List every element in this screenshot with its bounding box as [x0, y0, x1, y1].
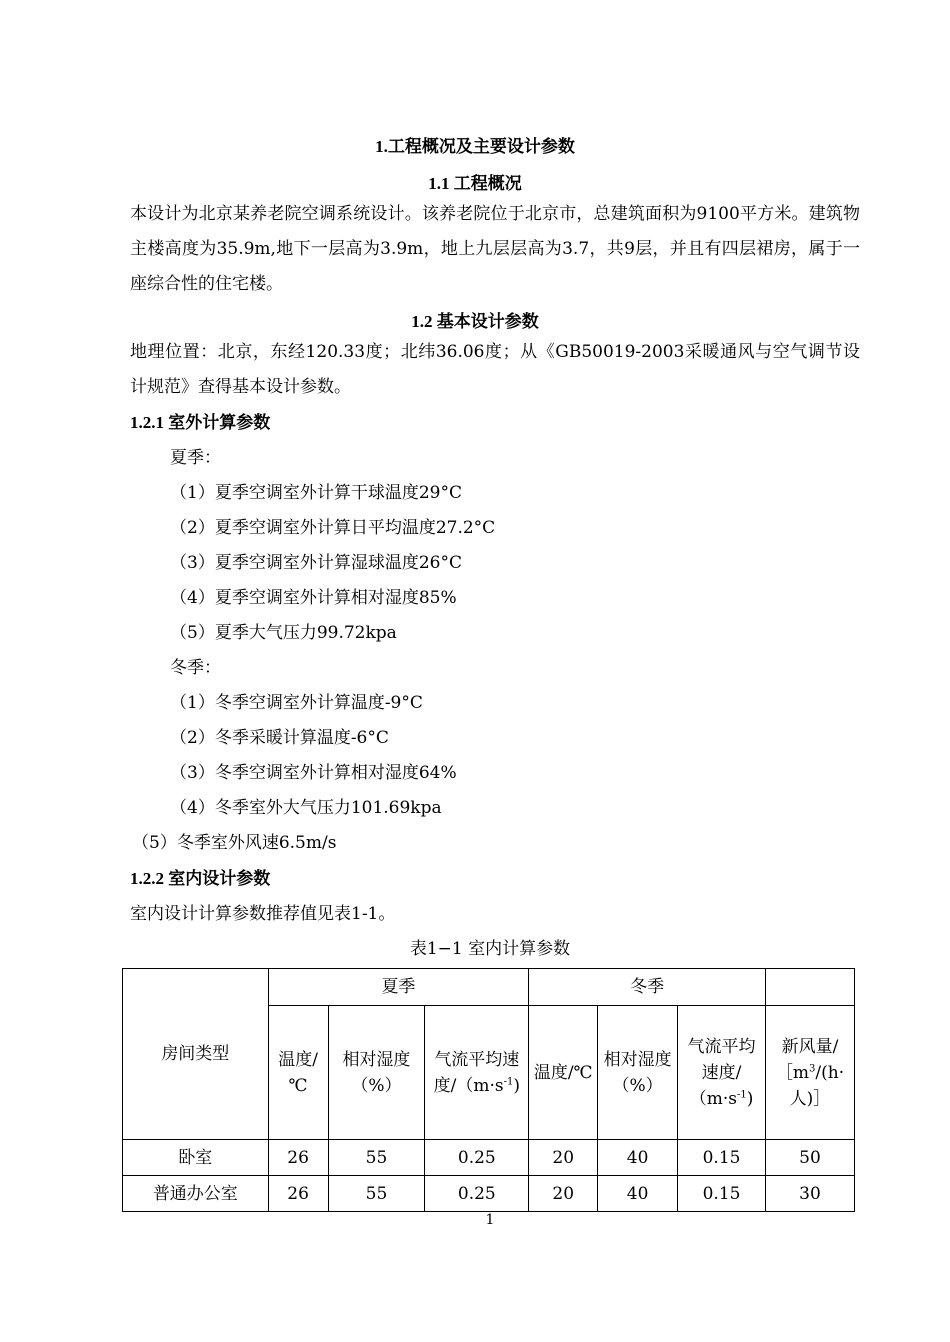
winter-airflow-exponent: -1	[736, 1088, 747, 1100]
summer-item: （2）夏季空调室外计算日平均温度27.2°C	[170, 518, 496, 538]
winter-rh-header: 相对湿度（%）	[598, 1006, 678, 1140]
summer-airflow-exponent: -1	[503, 1075, 514, 1087]
summer-airflow-header: 气流平均速度$/(m\cdot s^{-1})$	[425, 1006, 529, 1140]
summer-item: （5）夏季大气压力99.72kpa	[170, 623, 397, 643]
winter-item: （4）冬季室外大气压力101.69kpa	[170, 798, 442, 818]
summer-airflow-cell: 0.25	[425, 1176, 529, 1212]
page-number: 1	[485, 1212, 495, 1228]
summer-temp-cell: 26	[268, 1176, 328, 1212]
room-cell: 普通办公室	[123, 1176, 269, 1212]
winter-label: 冬季：	[170, 658, 221, 678]
winter-airflow-cell: 0.15	[678, 1176, 766, 1212]
winter-airflow-cell: 0.15	[678, 1140, 766, 1176]
indoor-params-paragraph: 室内设计计算参数推荐值见表1-1。	[130, 904, 396, 924]
header-blank-cell	[766, 969, 855, 1006]
winter-header: 冬季	[529, 969, 766, 1006]
summer-airflow-cell: 0.25	[425, 1140, 529, 1176]
winter-airflow-header: 气流平均速度$/(m\cdot s^{-1})$	[678, 1006, 766, 1140]
table-row	[123, 1140, 855, 1176]
section-heading-1-2-2: 1.2.2 室内设计参数	[130, 869, 271, 888]
section-heading-1-2-1: 1.2.1 室外计算参数	[130, 413, 271, 432]
fresh-air-exponent: 3	[809, 1062, 816, 1074]
summer-temp-header: 温度/℃	[268, 1006, 328, 1140]
summer-airflow-text: 气流平均速度/	[433, 1049, 520, 1096]
winter-airflow-unit: （m·s	[689, 1088, 737, 1109]
fresh-air-header	[766, 1006, 855, 1140]
winter-rh-cell: 40	[598, 1176, 678, 1212]
fresh-air-unit-b: /(h·人)］	[789, 1062, 845, 1109]
winter-item: （2）冬季采暖计算温度-6°C	[170, 728, 389, 748]
winter-item: （1）冬季空调室外计算温度-9°C	[170, 693, 423, 713]
winter-temp-cell: 20	[529, 1140, 598, 1176]
winter-temp-header: 温度/℃	[529, 1006, 598, 1140]
summer-rh-header: 相对湿度（%）	[328, 1006, 425, 1140]
summer-rh-cell: 55	[328, 1140, 425, 1176]
section-heading-1-2: 1.2 基本设计参数	[411, 312, 539, 331]
fresh-air-cell: 50	[766, 1140, 855, 1176]
section-heading-1-1: 1.1 工程概况	[428, 174, 522, 193]
room-cell: 卧室	[123, 1140, 269, 1176]
summer-header: 夏季	[268, 969, 529, 1006]
winter-item: （3）冬季空调室外计算相对湿度64%	[170, 763, 457, 783]
summer-item: （3）夏季空调室外计算湿球温度26°C	[170, 553, 462, 573]
winter-airflow-text: 气流平均速度/	[687, 1036, 756, 1083]
fresh-air-unit-a: ［m	[775, 1062, 810, 1083]
document-title: 1.工程概况及主要设计参数	[375, 137, 575, 156]
summer-rh-cell: 55	[328, 1176, 425, 1212]
summer-label: 夏季：	[170, 448, 221, 468]
indoor-params-table	[122, 968, 855, 1212]
summer-airflow-unit: （m·s	[456, 1075, 504, 1096]
winter-item: （5）冬季室外风速6.5m/s	[132, 833, 337, 853]
table-row	[123, 1176, 855, 1212]
summer-item: （1）夏季空调室外计算干球温度29°C	[170, 483, 462, 503]
summer-item: （4）夏季空调室外计算相对湿度85%	[170, 588, 457, 608]
overview-paragraph: 本设计为北京某养老院空调系统设计。该养老院位于北京市，总建筑面积为9100平方米。建筑物主楼高度为35.9m,地下一层高为3.9m，地上九层层高为3.7，共9层，并且有四层裙房，属于一座综合性的住宅楼。	[130, 204, 860, 294]
fresh-air-label: 新风量/	[781, 1036, 839, 1057]
winter-temp-cell: 20	[529, 1176, 598, 1212]
basic-params-paragraph: 地理位置：北京，东经120.33度；北纬36.06度；从《GB50019-2003采暖通风与空气调节设计规范》查得基本设计参数。	[130, 342, 860, 397]
table-caption: 表1−1 室内计算参数	[409, 939, 571, 959]
summer-temp-cell: 26	[268, 1140, 328, 1176]
room-type-header: 房间类型	[123, 969, 269, 1140]
fresh-air-cell: 30	[766, 1176, 855, 1212]
winter-rh-cell: 40	[598, 1140, 678, 1176]
